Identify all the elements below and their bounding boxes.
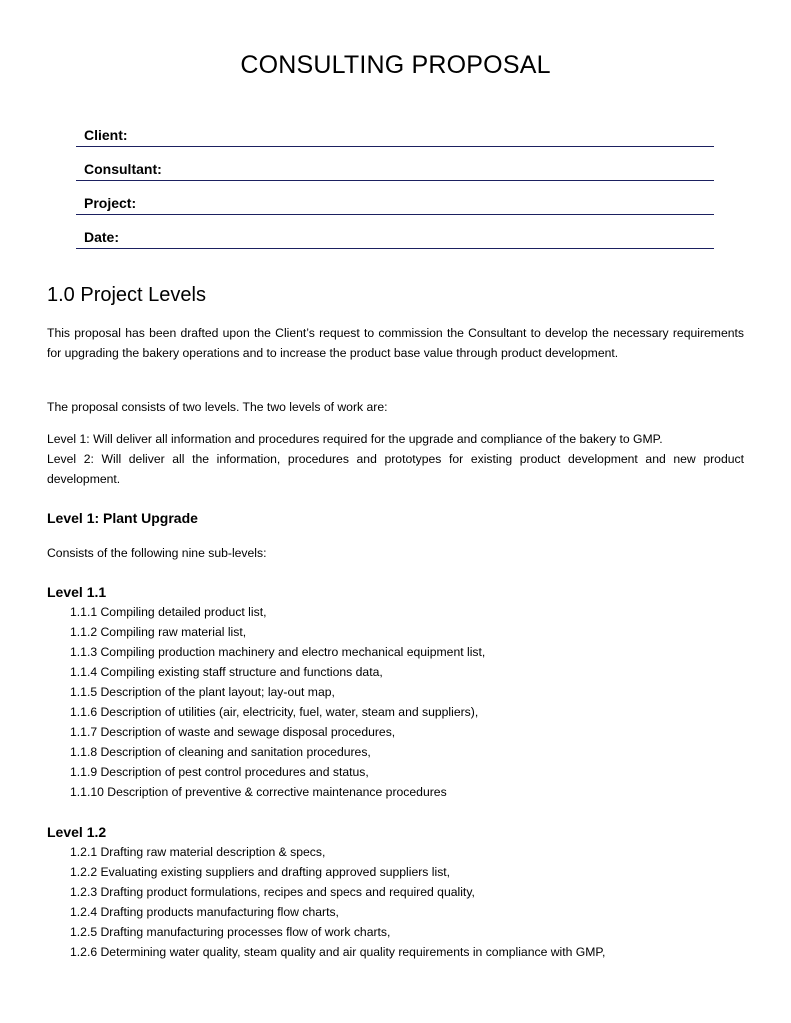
- list-item: 1.1.9 Description of pest control procedures and status,: [70, 765, 369, 779]
- plant-upgrade-heading: Level 1: Plant Upgrade: [47, 510, 198, 526]
- list-item: 1.2.4 Drafting products manufacturing flow charts,: [70, 905, 339, 919]
- list-item: 1.1.3 Compiling production machinery and electro mechanical equipment list,: [70, 645, 486, 659]
- intro-paragraph: This proposal has been drafted upon the Client’s request to commission the Consultant to develop the necessary requirements for upgrading the bakery operations and to increase the product base value through product development.: [47, 326, 744, 360]
- list-item: 1.2.3 Drafting product formulations, recipes and specs and required quality,: [70, 885, 475, 899]
- date-label: Date:: [84, 229, 120, 245]
- levels-intro-paragraph: The proposal consists of two levels. The two levels of work are:: [47, 400, 388, 414]
- list-item: 1.1.10 Description of preventive & corrective maintenance procedures: [70, 785, 447, 799]
- level-1-1-heading: Level 1.1: [47, 584, 107, 600]
- project-label: Project:: [84, 195, 137, 211]
- list-item: 1.1.8 Description of cleaning and sanitation procedures,: [70, 745, 371, 759]
- list-item: 1.2.2 Evaluating existing suppliers and drafting approved suppliers list,: [70, 865, 451, 879]
- list-item: 1.1.2 Compiling raw material list,: [70, 625, 247, 639]
- list-item: 1.1.5 Description of the plant layout; lay-out map,: [70, 685, 335, 699]
- list-item: 1.2.5 Drafting manufacturing processes flow of work charts,: [70, 925, 391, 939]
- level-1-2-list: [70, 842, 605, 962]
- level-1-1-list: [70, 602, 485, 802]
- list-item: 1.1.6 Description of utilities (air, electricity, fuel, water, steam and suppliers),: [70, 705, 479, 719]
- client-label: Client:: [84, 127, 128, 143]
- proposal-fields: [76, 113, 714, 249]
- date-field[interactable]: [76, 215, 714, 249]
- level-2-summary: Level 2: Will deliver all the information, procedures and prototypes for existing product development and new product development.: [47, 452, 744, 486]
- consultant-field[interactable]: [76, 147, 714, 181]
- level-1-summary: Level 1: Will deliver all information and procedures required for the upgrade and compliance of the bakery to GMP.: [47, 432, 663, 446]
- page-title: CONSULTING PROPOSAL: [240, 51, 551, 79]
- consultant-label: Consultant:: [84, 161, 162, 177]
- project-field[interactable]: [76, 181, 714, 215]
- list-item: 1.1.7 Description of waste and sewage disposal procedures,: [70, 725, 396, 739]
- list-item: 1.2.1 Drafting raw material description & specs,: [70, 845, 326, 859]
- level-1-2-heading: Level 1.2: [47, 824, 107, 840]
- plant-upgrade-intro: Consists of the following nine sub-levels:: [47, 546, 267, 560]
- list-item: 1.1.1 Compiling detailed product list,: [70, 605, 267, 619]
- list-item: 1.1.4 Compiling existing staff structure and functions data,: [70, 665, 383, 679]
- list-item: 1.2.6 Determining water quality, steam quality and air quality requirements in compliance with GMP,: [70, 945, 606, 959]
- client-field[interactable]: [76, 113, 714, 147]
- section-heading: 1.0 Project Levels: [47, 284, 206, 306]
